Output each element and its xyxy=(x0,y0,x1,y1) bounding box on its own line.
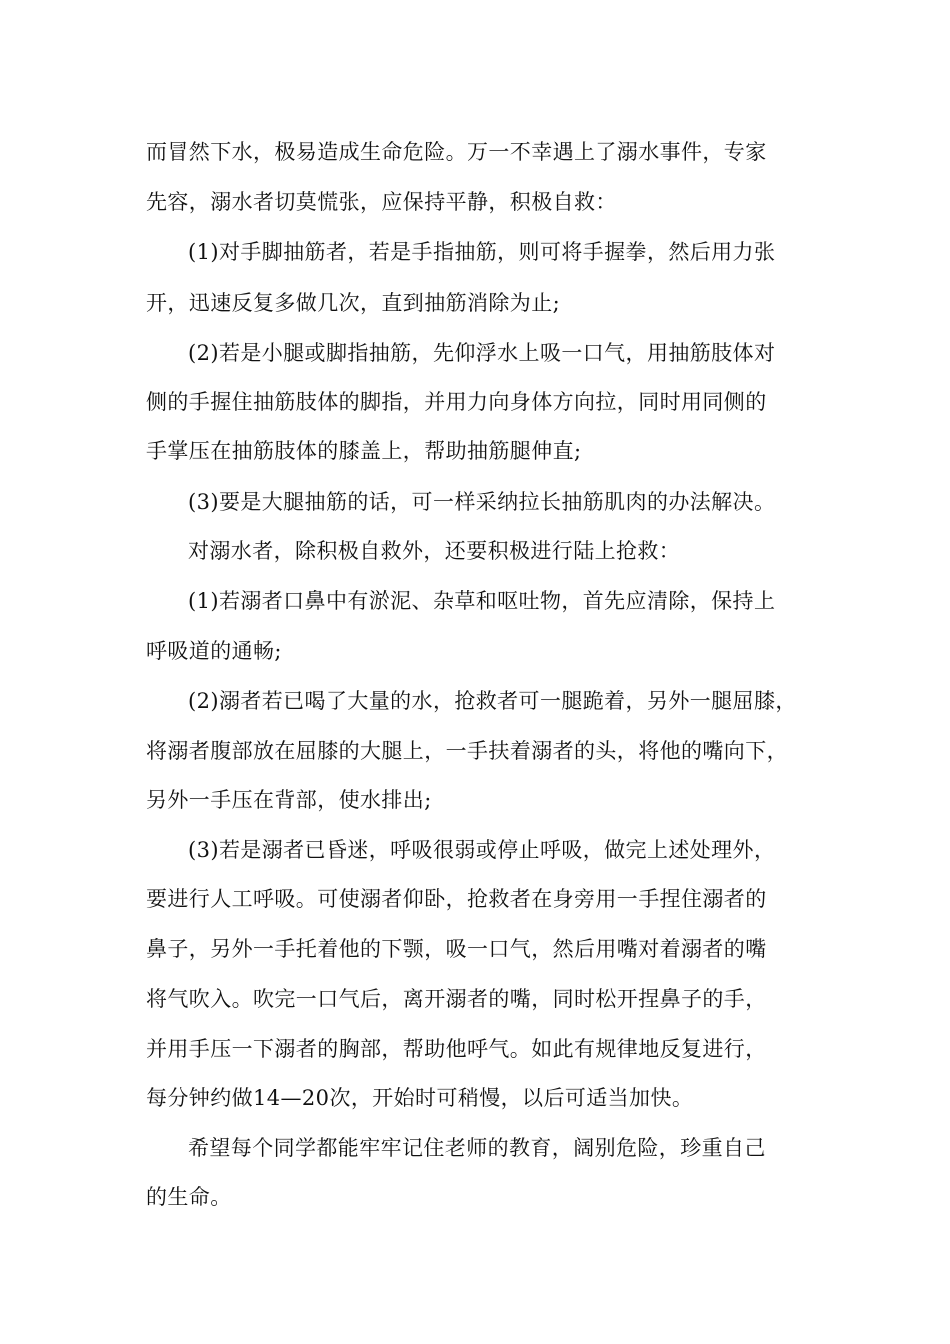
text-line: 而冒然下水，极易造成生命危险。万一不幸遇上了溺水事件，专家 xyxy=(146,140,767,164)
text-line: (1)若溺者口鼻中有淤泥、杂草和呕吐物，首先应清除，保持上 xyxy=(188,589,776,613)
text-line: 侧的手握住抽筋肢体的脚指，并用力向身体方向拉，同时用同侧的 xyxy=(146,390,767,414)
text-line: 将气吹入。吹完一口气后，离开溺者的嘴，同时松开捏鼻子的手， xyxy=(146,987,767,1011)
text-line: 鼻子，另外一手托着他的下颚，吸一口气，然后用嘴对着溺者的嘴 xyxy=(146,937,767,961)
text-line: 开，迅速反复多做几次，直到抽筋消除为止; xyxy=(146,291,561,315)
text-line: 手掌压在抽筋肢体的膝盖上，帮助抽筋腿伸直; xyxy=(146,439,582,463)
text-line: 将溺者腹部放在屈膝的大腿上，一手扶着溺者的头，将他的嘴向下， xyxy=(146,739,788,763)
text-line: (3)若是溺者已昏迷，呼吸很弱或停止呼吸，做完上述处理外， xyxy=(188,838,776,862)
text-line: (3)要是大腿抽筋的话，可一样采纳拉长抽筋肌肉的办法解决。 xyxy=(188,490,776,514)
text-line: (2)若是小腿或脚指抽筋，先仰浮水上吸一口气，用抽筋肢体对 xyxy=(188,341,776,365)
text-line: 并用手压一下溺者的胸部，帮助他呼气。如此有规律地反复进行， xyxy=(146,1037,767,1061)
text-line: 另外一手压在背部，使水排出; xyxy=(146,788,432,812)
text-line: 的生命。 xyxy=(146,1185,232,1209)
text-line: 呼吸道的通畅; xyxy=(146,639,282,663)
text-line: (2)溺者若已喝了大量的水，抢救者可一腿跪着，另外一腿屈膝， xyxy=(188,689,797,713)
text-line: 每分钟约做14—20次，开始时可稍慢，以后可适当加快。 xyxy=(146,1086,694,1110)
text-line: 希望每个同学都能牢牢记住老师的教育，阔别危险，珍重自己 xyxy=(188,1136,766,1160)
text-line: 对溺水者，除积极自救外，还要积极进行陆上抢救： xyxy=(188,539,681,563)
text-line: (1)对手脚抽筋者，若是手指抽筋，则可将手握拳，然后用力张 xyxy=(188,240,776,264)
text-line: 要进行人工呼吸。可使溺者仰卧，抢救者在身旁用一手捏住溺者的 xyxy=(146,887,767,911)
text-line: 先容，溺水者切莫慌张，应保持平静，积极自救： xyxy=(146,190,617,214)
